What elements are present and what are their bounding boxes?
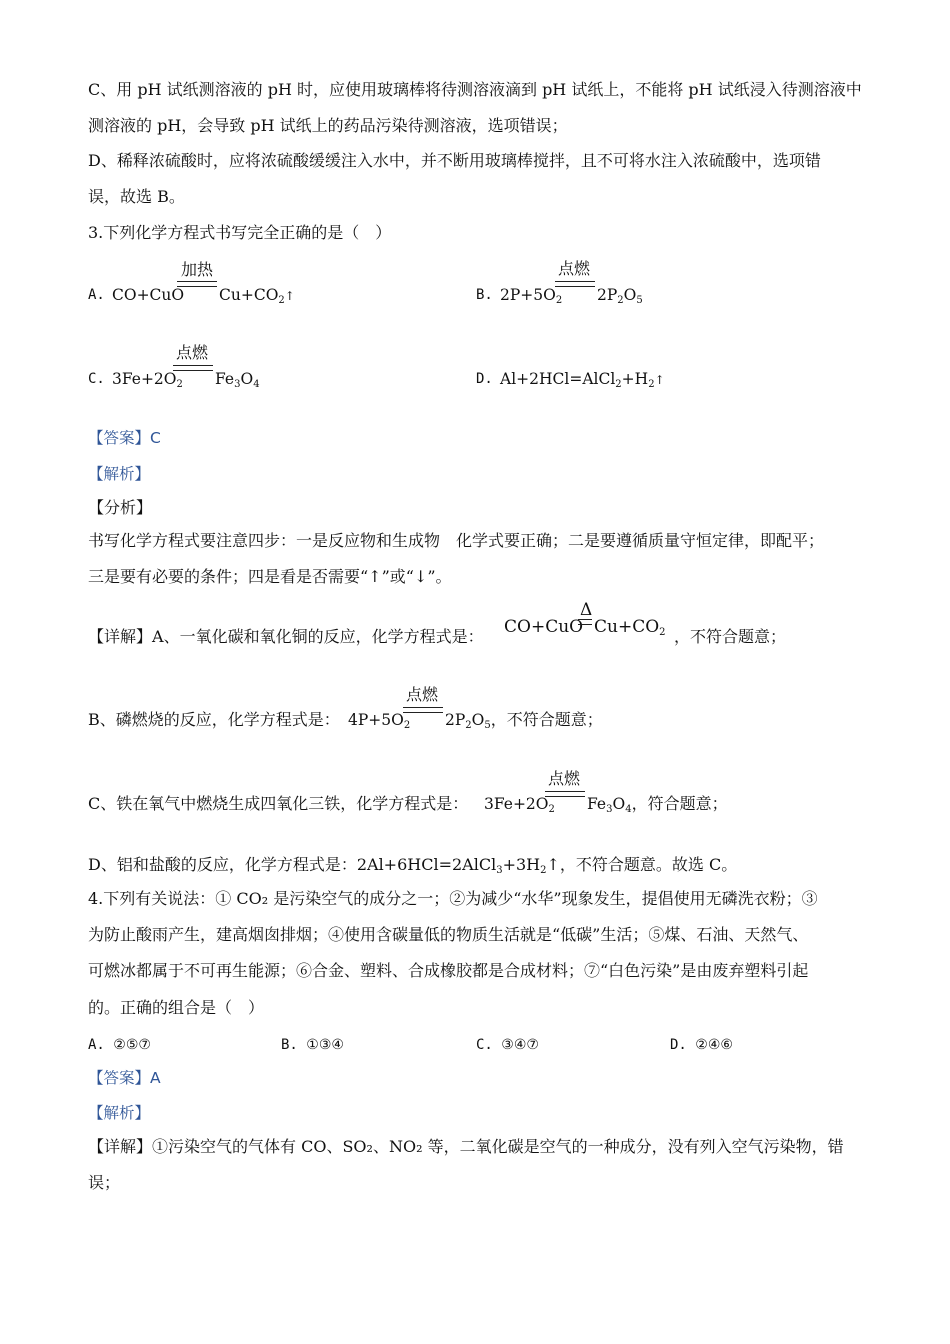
q3-detail-c-equals	[545, 791, 585, 797]
q3-option-c-left: $3Fe+2O_2$	[112, 370, 183, 390]
q3-detail-c-condition: 点燃	[547, 769, 580, 788]
q4-option-d: D. ②④⑥	[670, 1037, 733, 1053]
q2-option-c-line2: 测溶液的 pH，会导致 pH 试纸上的药品污染待测溶液，选项错误；	[88, 116, 568, 135]
q3-detail-a-end: ，不符合题意；	[674, 627, 787, 646]
q3-detail-a-eq-right: $Cu+CO_2$	[594, 617, 666, 638]
q3-answer: 【答案】C	[88, 429, 161, 447]
q3-detail-c-right: $Fe_3O_4$，符合题意；	[587, 794, 728, 815]
q3-analysis-tag: 【解析】	[88, 465, 151, 483]
q3-detail-b-condition: 点燃	[405, 685, 438, 704]
q4-stem-line1: 4.下列有关说法：① CO₂ 是污染空气的成分之一；②为减少“水华”现象发生，提倡使用无磷洗衣粉；③	[88, 889, 818, 908]
q3-option-a-equals	[177, 281, 217, 287]
q3-option-c-label: C.	[88, 371, 105, 387]
q3-detail-a-text: 【详解】A、一氧化碳和氧化铜的反应，化学方程式是：	[88, 627, 484, 646]
q4-stem-line3: 可燃冰都属于不可再生能源；⑥合金、塑料、合成橡胶都是合成材料；⑦“白色污染”是由废弃塑料引起	[88, 961, 809, 980]
q3-detail-b-text: B、磷燃烧的反应，化学方程式是：	[88, 710, 340, 729]
q2-option-d-line1: D、稀释浓硫酸时，应将浓硫酸缓缓注入水中，并不断用玻璃棒搅拌，且不可将水注入浓硫酸中，选项错	[88, 151, 821, 170]
q3-fenxi-tag: 【分析】	[88, 498, 153, 517]
q3-detail-a-eq-left: CO+CuO	[504, 617, 584, 637]
q3-fenxi-line2: 三是要有必要的条件；四是看是否需要“↑”或“↓”。	[88, 567, 452, 586]
q3-detail-a-delta: Δ	[580, 600, 593, 620]
q4-analysis-tag: 【解析】	[88, 1104, 151, 1122]
q3-option-b-equals	[555, 281, 595, 287]
q4-stem-line2: 为防止酸雨产生，建高烟囱排烟；④使用含碳量低的物质生活就是“低碳”生活；⑤煤、石油、天然气、	[88, 925, 809, 944]
q3-option-d-equation: $Al+2HCl=AlCl_2+H_2↑$	[500, 370, 665, 390]
q3-option-b-left: $2P+5O_2$	[500, 286, 563, 306]
q3-detail-d: D、铝和盐酸的反应，化学方程式是：$2Al+6HCl=2AlCl_3+3H_2↑$，不符合题意。故选 C。	[88, 855, 738, 876]
q3-detail-b-right: $2P_2O_5$，不符合题意；	[445, 710, 603, 731]
q3-option-a-label: A.	[88, 287, 105, 303]
q4-detail-line2: 误；	[88, 1173, 121, 1192]
q3-detail-c-left: $3Fe+2O_2$	[484, 795, 555, 815]
q3-detail-c-text: C、铁在氧气中燃烧生成四氧化三铁，化学方程式是：	[88, 794, 469, 813]
q3-option-a-condition: 加热	[180, 260, 213, 279]
q3-fenxi-line1: 书写化学方程式要注意四步：一是反应物和生成物 化学式要正确；二是要遵循质量守恒定律，即配平；	[88, 531, 825, 550]
q2-option-c-line1: C、用 pH 试纸测溶液的 pH 时，应使用玻璃棒将待测溶液滴到 pH 试纸上，不能将 pH 试纸浸入待测溶液中	[88, 80, 862, 99]
q3-option-a-right: $Cu+CO_2↑$	[219, 286, 295, 306]
q3-option-d-label: D.	[476, 371, 493, 387]
q3-detail-b-left: $4P+5O_2$	[348, 711, 411, 731]
q3-option-a-left: CO+CuO	[112, 286, 185, 304]
q4-detail-line1: 【详解】①污染空气的气体有 CO、SO₂、NO₂ 等，二氧化碳是空气的一种成分，没有列入空气污染物，错	[88, 1137, 844, 1156]
q4-stem-line4: 的。正确的组合是（ ）	[88, 998, 265, 1017]
q2-option-d-line2: 误，故选 B。	[88, 187, 185, 206]
q4-option-b: B. ①③④	[281, 1037, 344, 1053]
q3-option-b-label: B.	[476, 287, 493, 303]
q3-option-c-right: $Fe_3O_4$	[215, 370, 260, 390]
q3-detail-a-equals	[578, 619, 592, 625]
q3-stem: 3.下列化学方程式书写完全正确的是（ ）	[88, 223, 392, 242]
q4-answer: 【答案】A	[88, 1069, 161, 1087]
q3-option-b-condition: 点燃	[557, 259, 590, 278]
q4-option-c: C. ③④⑦	[476, 1037, 539, 1053]
q3-option-b-right: $2P_2O_5$	[597, 286, 643, 306]
q3-detail-b-equals	[403, 707, 443, 713]
q3-option-c-condition: 点燃	[175, 343, 208, 362]
q3-option-c-equals	[173, 365, 213, 371]
q4-option-a: A. ②⑤⑦	[88, 1037, 151, 1053]
